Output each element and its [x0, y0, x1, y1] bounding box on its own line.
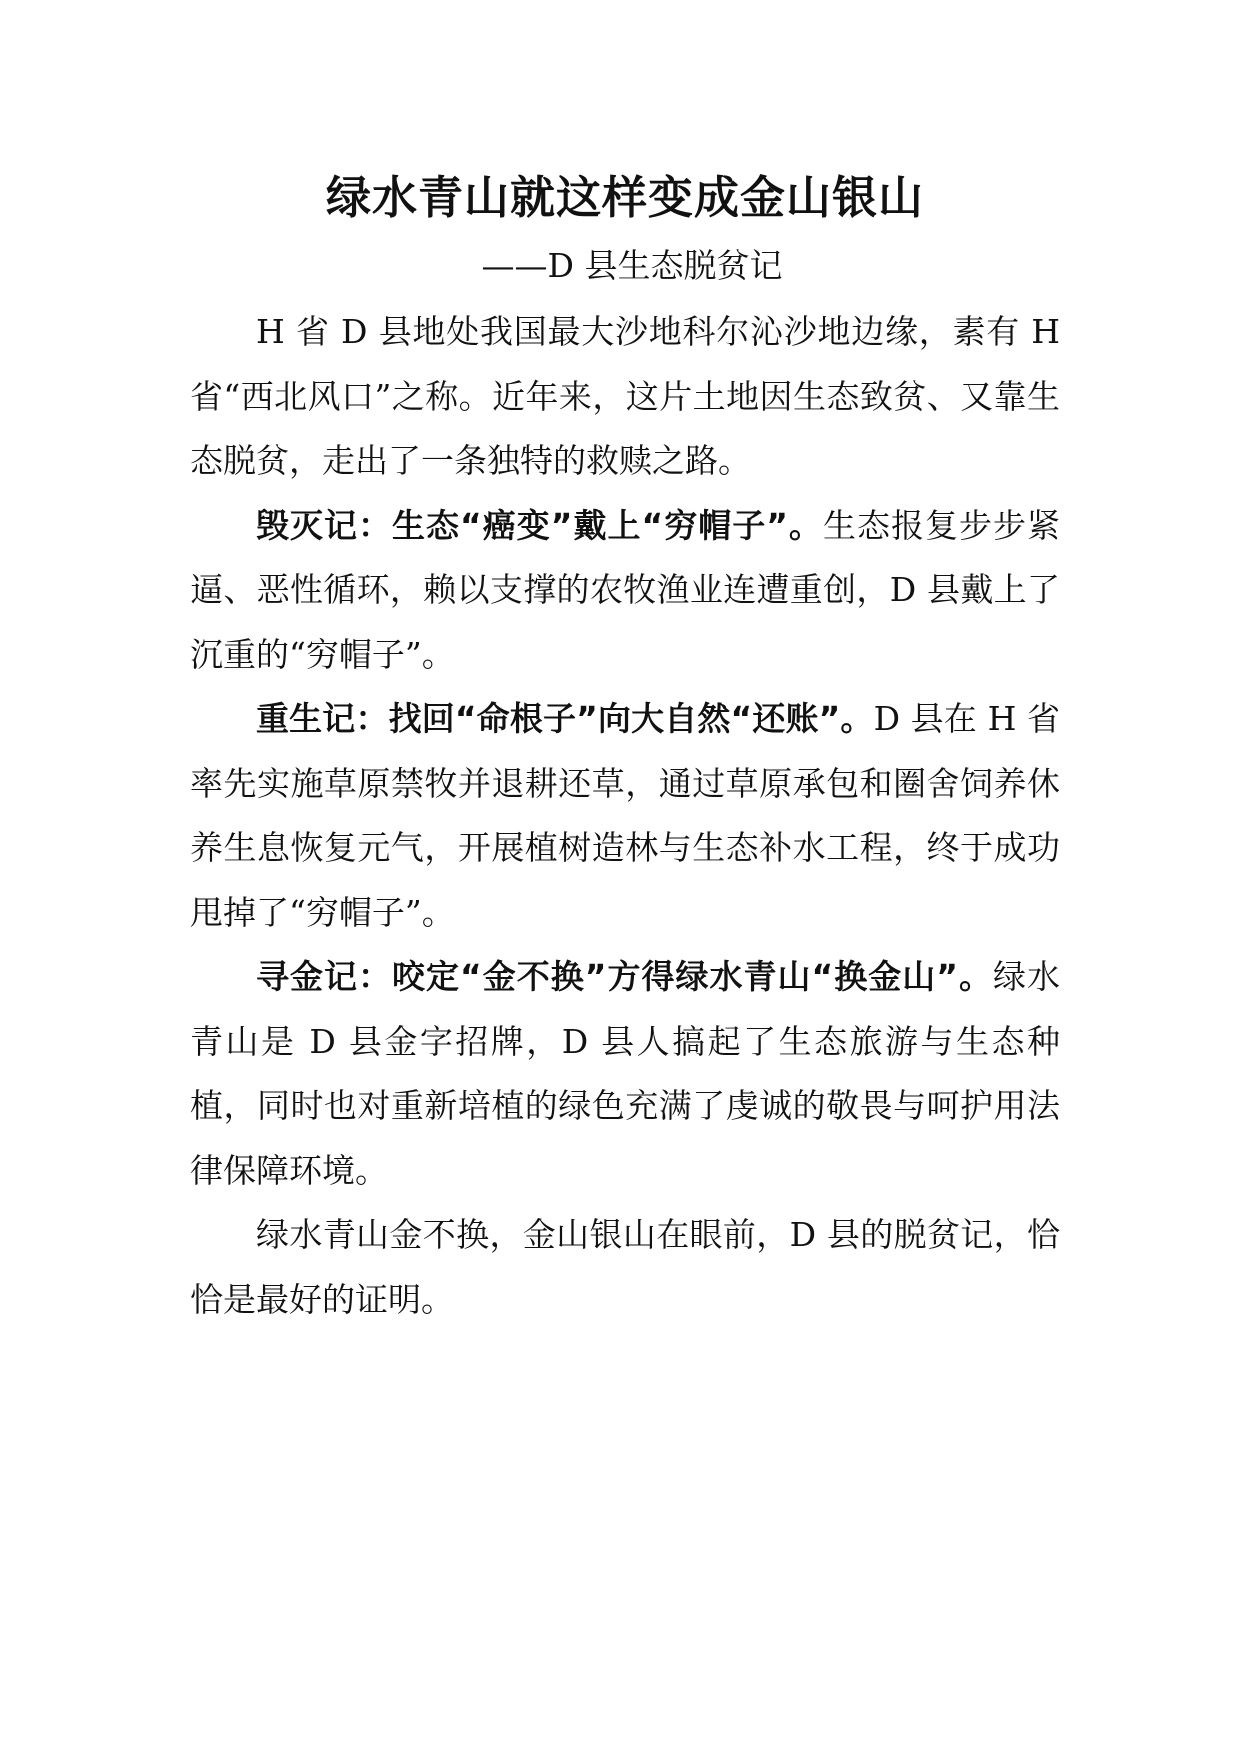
paragraph-destruction — [190, 494, 1060, 688]
document-page — [190, 160, 1060, 1332]
paragraph-lead: 重生记：找回“命根子”向大自然“还账”。 — [256, 699, 874, 738]
paragraph-text: D 县在 H 省率先实施草原禁牧并退耕还草，通过草原承包和圈舍饲养休养生息恢复元气，开展植树造林与生态补水工程，终于成功甩掉了“穷帽子”。 — [190, 699, 1060, 932]
paragraph-text: 生态报复步步紧逼、恶性循环，赖以支撑的农牧渔业连遭重创，D 县戴上了沉重的“穷帽子”。 — [190, 505, 1060, 674]
paragraph-text: 绿水青山是 D 县金字招牌，D 县人搞起了生态旅游与生态种植，同时也对重新培植的绿色充满了虔诚的敬畏与呵护用法律保障环境。 — [190, 957, 1060, 1190]
paragraph-text: H 省 D 县地处我国最大沙地科尔沁沙地边缘，素有 H 省“西北风口”之称。近年来，这片土地因生态致贫、又靠生态脱贫，走出了一条独特的救赎之路。 — [190, 312, 1060, 480]
document-subtitle: ——D 县生态脱贫记 — [481, 246, 783, 285]
document-title: 绿水青山就这样变成金山银山 — [325, 171, 924, 224]
paragraph-lead: 寻金记：咬定“金不换”方得绿水青山“换金山”。 — [256, 957, 993, 996]
paragraph-text: 绿水青山金不换，金山银山在眼前，D 县的脱贫记，恰恰是最好的证明。 — [190, 1215, 1060, 1319]
paragraph-gold-seeking — [190, 945, 1060, 1203]
paragraph-rebirth — [190, 687, 1060, 945]
paragraph-conclusion — [190, 1203, 1060, 1332]
paragraph-lead: 毁灭记：生态“癌变”戴上“穷帽子”。 — [256, 505, 823, 545]
paragraph-intro — [190, 300, 1060, 494]
